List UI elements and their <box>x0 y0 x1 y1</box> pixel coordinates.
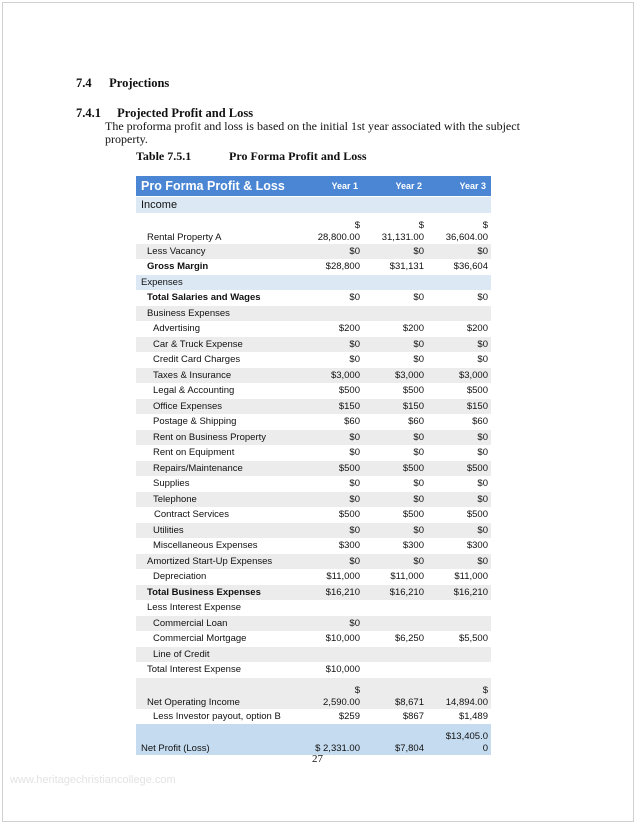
cell-year-1: $60 <box>301 414 363 430</box>
cell-year-3: $11,000 <box>427 569 491 585</box>
cell-year-2: $0 <box>363 523 427 539</box>
table-row <box>136 569 491 585</box>
table-row <box>136 461 491 477</box>
table-caption-number: Table 7.5.1 <box>136 149 192 163</box>
cell-year-2: $500 <box>363 383 427 399</box>
cell-year-3: $5,500 <box>427 631 491 647</box>
row-label: Less Investor payout, option B <box>136 709 301 725</box>
table-row <box>136 647 491 663</box>
intro-paragraph: The proforma profit and loss is based on the initial 1st year associated with the subject property. <box>105 119 520 146</box>
row-label: Line of Credit <box>136 647 301 663</box>
cell-year-1: $ 2,331.00 <box>301 724 363 755</box>
cell-year-3: $ 36,604.00 <box>427 213 491 244</box>
cell-year-3: $0 <box>427 244 491 260</box>
row-label: Business Expenses <box>136 306 301 322</box>
cell-year-2: $0 <box>363 554 427 570</box>
row-label: Total Salaries and Wages <box>136 290 301 306</box>
section-heading <box>76 76 169 91</box>
table-row <box>136 213 491 244</box>
cell-year-3: $500 <box>427 461 491 477</box>
cell-year-2: $7,804 <box>363 724 427 755</box>
row-label: Gross Margin <box>136 259 301 275</box>
table-row <box>136 554 491 570</box>
cell-year-3 <box>427 616 491 632</box>
income-section-row <box>136 197 491 213</box>
profit-loss-table <box>136 176 491 755</box>
row-label: Contract Services <box>136 507 301 523</box>
row-label: Credit Card Charges <box>136 352 301 368</box>
cell-year-1: $11,000 <box>301 569 363 585</box>
row-label: Amortized Start-Up Expenses <box>136 554 301 570</box>
table-row <box>136 290 491 306</box>
row-label: Advertising <box>136 321 301 337</box>
cell-year-2: $867 <box>363 709 427 725</box>
cell-year-3: $0 <box>427 290 491 306</box>
row-label: Repairs/Maintenance <box>136 461 301 477</box>
row-label: Less Vacancy <box>136 244 301 260</box>
cell-year-1: $28,800 <box>301 259 363 275</box>
cell-year-1: $0 <box>301 554 363 570</box>
section-number: 7.4 <box>76 76 92 90</box>
table-row <box>136 414 491 430</box>
cell-year-1: $0 <box>301 476 363 492</box>
row-label: Legal & Accounting <box>136 383 301 399</box>
table-title: Pro Forma Profit & Loss <box>136 176 301 197</box>
year-1-header: Year 1 <box>301 176 363 197</box>
cell-year-3: $60 <box>427 414 491 430</box>
row-label: Taxes & Insurance <box>136 368 301 384</box>
cell-year-3: $150 <box>427 399 491 415</box>
year-3-header: Year 3 <box>427 176 491 197</box>
table-row <box>136 631 491 647</box>
table-row <box>136 306 491 322</box>
row-label: Postage & Shipping <box>136 414 301 430</box>
cell-year-2: $500 <box>363 461 427 477</box>
table-row <box>136 244 491 260</box>
cell-year-3 <box>427 662 491 678</box>
cell-year-3: $13,405.0 0 <box>427 724 491 755</box>
cell-year-2: $0 <box>363 430 427 446</box>
table-row <box>136 476 491 492</box>
cell-year-1: $500 <box>301 383 363 399</box>
row-label: Total Business Expenses <box>136 585 301 601</box>
year-2-header: Year 2 <box>363 176 427 197</box>
cell-year-1: $16,210 <box>301 585 363 601</box>
row-label: Depreciation <box>136 569 301 585</box>
cell-year-3: $200 <box>427 321 491 337</box>
cell-year-2: $500 <box>363 507 427 523</box>
cell-year-2: $0 <box>363 476 427 492</box>
subsection-number: 7.4.1 <box>76 106 101 120</box>
table-row <box>136 337 491 353</box>
cell-year-3: $1,489 <box>427 709 491 725</box>
row-label: Miscellaneous Expenses <box>136 538 301 554</box>
row-label: Utilities <box>136 523 301 539</box>
subsection-title: Projected Profit and Loss <box>117 106 254 120</box>
table-row <box>136 383 491 399</box>
net-profit-row <box>136 724 491 755</box>
table-row <box>136 321 491 337</box>
row-label: Commercial Loan <box>136 616 301 632</box>
cell-year-2: $300 <box>363 538 427 554</box>
cell-year-2 <box>363 662 427 678</box>
cell-year-3: $0 <box>427 430 491 446</box>
table-row <box>136 259 491 275</box>
row-label: Rent on Business Property <box>136 430 301 446</box>
table-row <box>136 523 491 539</box>
cell-year-2: $60 <box>363 414 427 430</box>
cell-year-1: $0 <box>301 445 363 461</box>
cell-year-3: $0 <box>427 445 491 461</box>
row-label: Expenses <box>136 275 301 291</box>
cell-year-2: $0 <box>363 244 427 260</box>
cell-year-2: $ 31,131.00 <box>363 213 427 244</box>
cell-year-1: $10,000 <box>301 662 363 678</box>
cell-year-3: $16,210 <box>427 585 491 601</box>
table-row <box>136 585 491 601</box>
row-label: Telephone <box>136 492 301 508</box>
table-caption-title: Pro Forma Profit and Loss <box>229 149 367 163</box>
table-row <box>136 368 491 384</box>
table-row <box>136 445 491 461</box>
cell-year-3: $500 <box>427 383 491 399</box>
table-row <box>136 600 491 616</box>
cell-year-1: $0 <box>301 290 363 306</box>
cell-year-1: $3,000 <box>301 368 363 384</box>
cell-year-1: $0 <box>301 523 363 539</box>
cell-year-1: $10,000 <box>301 631 363 647</box>
cell-year-1: $500 <box>301 461 363 477</box>
cell-year-3: $0 <box>427 523 491 539</box>
section-title: Projections <box>109 76 170 90</box>
cell-year-2: $200 <box>363 321 427 337</box>
cell-year-3: $0 <box>427 337 491 353</box>
table-row <box>136 678 491 709</box>
table-row <box>136 662 491 678</box>
table-row <box>136 709 491 725</box>
table-row <box>136 352 491 368</box>
expenses-section-row <box>136 275 491 291</box>
cell-year-2: $0 <box>363 337 427 353</box>
row-label: Less Interest Expense <box>136 600 301 616</box>
row-label: Commercial Mortgage <box>136 631 301 647</box>
watermark-text: www.heritagechristiancollege.com <box>10 774 176 786</box>
cell-year-2: $0 <box>363 352 427 368</box>
cell-year-2: $31,131 <box>363 259 427 275</box>
table-row <box>136 507 491 523</box>
cell-year-1: $300 <box>301 538 363 554</box>
row-label: Rental Property A <box>136 213 301 244</box>
cell-year-3: $500 <box>427 507 491 523</box>
cell-year-2: $11,000 <box>363 569 427 585</box>
row-label: Net Operating Income <box>136 678 301 709</box>
cell-year-2: $3,000 <box>363 368 427 384</box>
cell-year-1: $0 <box>301 430 363 446</box>
cell-year-1: $259 <box>301 709 363 725</box>
cell-year-3: $0 <box>427 492 491 508</box>
cell-year-2 <box>363 616 427 632</box>
table-row <box>136 430 491 446</box>
cell-year-2: $150 <box>363 399 427 415</box>
cell-year-1: $150 <box>301 399 363 415</box>
cell-year-3: $0 <box>427 352 491 368</box>
cell-year-1: $0 <box>301 492 363 508</box>
row-label: Car & Truck Expense <box>136 337 301 353</box>
cell-year-3: $300 <box>427 538 491 554</box>
table-row <box>136 399 491 415</box>
row-label: Total Interest Expense <box>136 662 301 678</box>
row-label: Net Profit (Loss) <box>136 724 301 755</box>
cell-year-3: $36,604 <box>427 259 491 275</box>
table-row <box>136 492 491 508</box>
cell-year-2: $0 <box>363 492 427 508</box>
cell-year-1: $200 <box>301 321 363 337</box>
cell-year-1: $500 <box>301 507 363 523</box>
row-label: Supplies <box>136 476 301 492</box>
row-label: Office Expenses <box>136 399 301 415</box>
cell-year-1: $0 <box>301 616 363 632</box>
cell-year-2: $6,250 <box>363 631 427 647</box>
cell-year-1: $ 2,590.00 <box>301 678 363 709</box>
cell-year-2: $8,671 <box>363 678 427 709</box>
row-label: Income <box>136 197 301 213</box>
cell-year-3: $ 14,894.00 <box>427 678 491 709</box>
row-label: Rent on Equipment <box>136 445 301 461</box>
cell-year-3: $3,000 <box>427 368 491 384</box>
table-header-row <box>136 176 491 197</box>
cell-year-2: $16,210 <box>363 585 427 601</box>
table-caption <box>136 149 367 164</box>
cell-year-1: $ 28,800.00 <box>301 213 363 244</box>
cell-year-3: $0 <box>427 476 491 492</box>
table-row <box>136 616 491 632</box>
cell-year-3: $0 <box>427 554 491 570</box>
cell-year-1: $0 <box>301 244 363 260</box>
cell-year-2: $0 <box>363 445 427 461</box>
table-row <box>136 538 491 554</box>
cell-year-1: $0 <box>301 352 363 368</box>
cell-year-2: $0 <box>363 290 427 306</box>
page-number: 27 <box>312 753 323 765</box>
cell-year-1: $0 <box>301 337 363 353</box>
